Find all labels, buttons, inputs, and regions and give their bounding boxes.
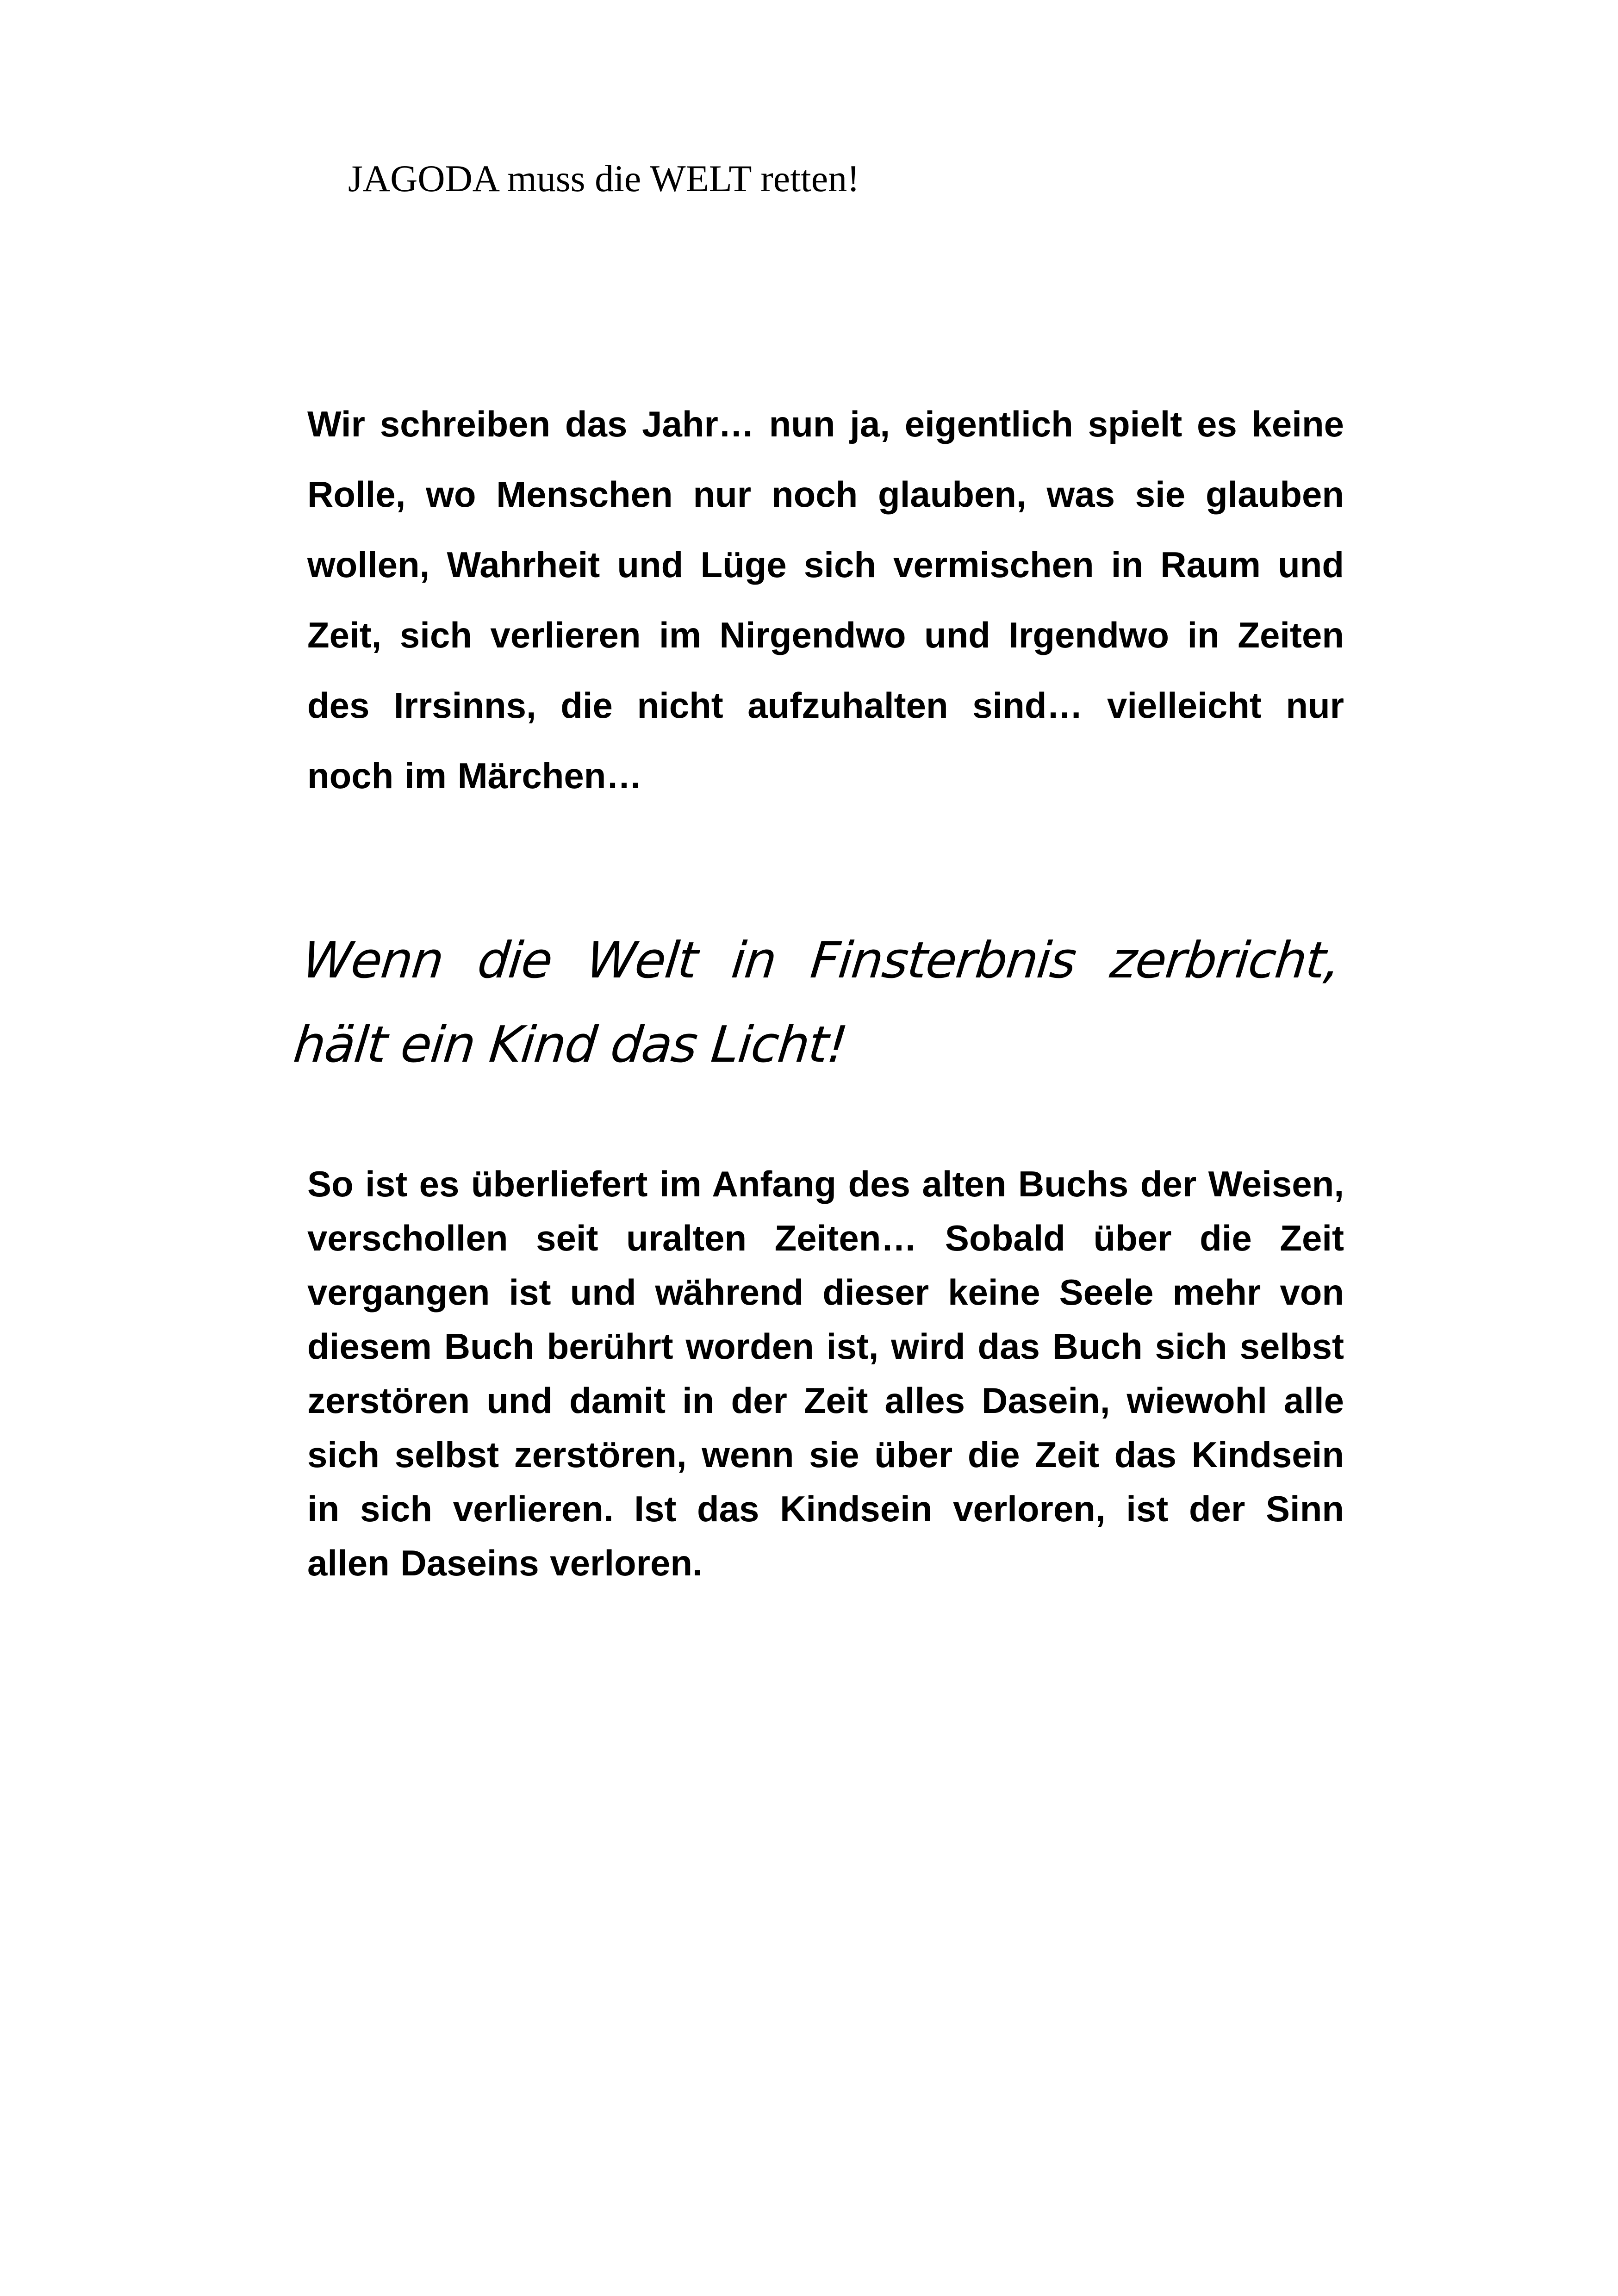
intro-paragraph: Wir schreiben das Jahr… nun ja, eigentlich spielt es keine Rolle, wo Menschen nur noch glauben, was sie glauben wollen, Wahrheit und Lüge sich vermischen in Raum und Zeit, sich verlieren im Nirgendwo und Irgendwo in Zeiten des Irrsinns, die nicht aufzuhalten sind… vielleicht nur noch im Märchen…: [307, 404, 1344, 796]
motto-quote: Wenn die Welt in Finsterbnis zerbricht, hält ein Kind das Licht!: [291, 932, 1343, 1074]
legend-paragraph: So ist es überliefert im Anfang des alten Buchs der Weisen, verschollen seit uralten Zeiten… Sobald über die Zeit vergangen ist und während dieser keine Seele mehr von diesem Buch berührt worden ist, wird das Buch sich selbst zerstören und damit in der Zeit alles Dasein, wiewohl alle sich selbst zerstören, wenn sie über die Zeit das Kindsein in sich verlieren. Ist das Kindsein verloren, ist der Sinn allen Daseins verloren.: [307, 1164, 1344, 1583]
page-header-title: JAGODA muss die WELT retten!: [348, 157, 860, 199]
